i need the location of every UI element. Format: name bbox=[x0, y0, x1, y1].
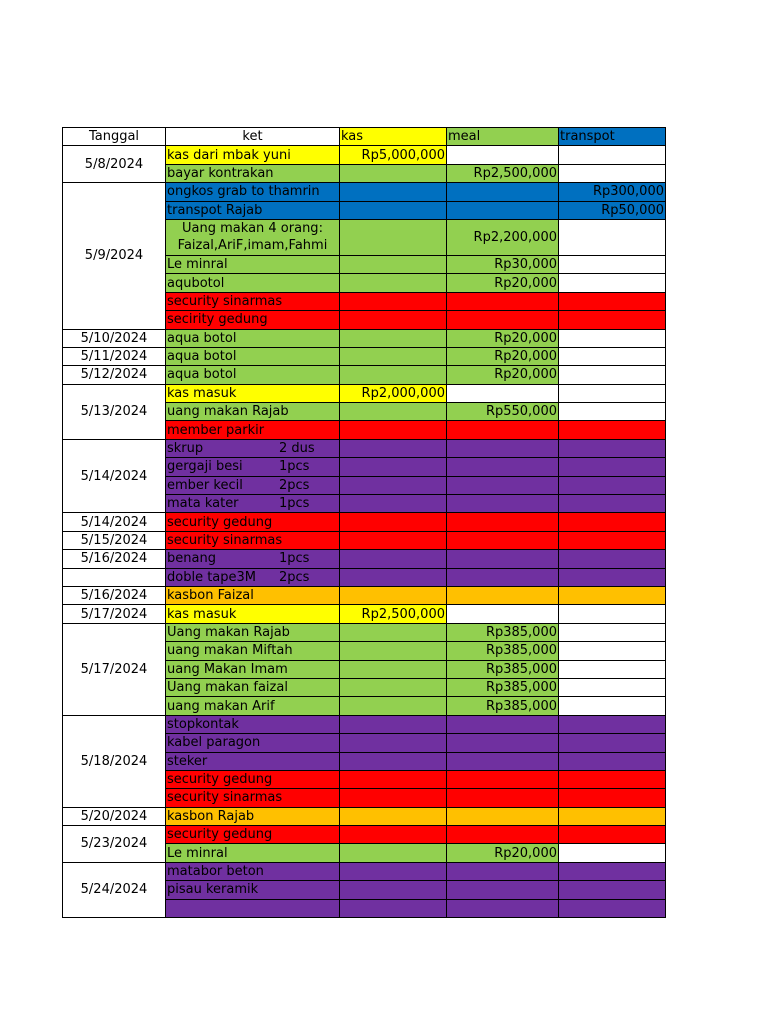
meal-cell[interactable] bbox=[447, 826, 559, 844]
meal-cell[interactable] bbox=[447, 715, 559, 733]
meal-cell[interactable]: Rp385,000 bbox=[447, 642, 559, 660]
ket-cell[interactable]: Le minral bbox=[166, 255, 340, 273]
table-row bbox=[63, 531, 666, 549]
transpot-cell[interactable] bbox=[559, 550, 666, 568]
transpot-cell[interactable] bbox=[559, 642, 666, 660]
ket-cell[interactable]: aqua botol bbox=[166, 347, 340, 365]
ket-cell[interactable]: kas masuk bbox=[166, 384, 340, 402]
meal-cell[interactable]: Rp2,200,000 bbox=[447, 219, 559, 255]
transpot-cell[interactable] bbox=[559, 513, 666, 531]
ket-cell[interactable]: matabor beton bbox=[166, 862, 340, 880]
transpot-cell[interactable] bbox=[559, 789, 666, 807]
ket-cell[interactable]: uang makan Arif bbox=[166, 697, 340, 715]
meal-cell[interactable] bbox=[447, 495, 559, 513]
ket-cell[interactable]: secirity gedung bbox=[166, 311, 340, 329]
table-body bbox=[63, 146, 666, 918]
kas-cell[interactable] bbox=[340, 201, 447, 219]
item-quantity: 2pcs bbox=[279, 477, 310, 493]
date-cell[interactable]: 5/10/2024 bbox=[63, 329, 166, 347]
meal-cell[interactable] bbox=[447, 734, 559, 752]
meal-cell[interactable]: Rp30,000 bbox=[447, 255, 559, 273]
ket-cell[interactable]: ongkos grab to thamrin bbox=[166, 183, 340, 201]
kas-cell[interactable] bbox=[340, 844, 447, 862]
transpot-cell[interactable] bbox=[559, 366, 666, 384]
kas-cell[interactable] bbox=[340, 550, 447, 568]
kas-cell[interactable] bbox=[340, 770, 447, 788]
item-name: gergaji besi bbox=[167, 459, 243, 475]
meal-cell[interactable]: Rp20,000 bbox=[447, 844, 559, 862]
meal-cell[interactable] bbox=[447, 881, 559, 899]
item-quantity: 2pcs bbox=[279, 569, 310, 585]
table-row bbox=[63, 513, 666, 531]
transpot-cell[interactable] bbox=[559, 439, 666, 457]
kas-cell[interactable] bbox=[340, 403, 447, 421]
ket-cell[interactable]: Le minral bbox=[166, 844, 340, 862]
ket-cell[interactable]: stopkontak bbox=[166, 715, 340, 733]
item-quantity: 1pcs bbox=[279, 459, 310, 475]
transpot-cell[interactable] bbox=[559, 826, 666, 844]
transpot-cell[interactable]: Rp50,000 bbox=[559, 201, 666, 219]
meal-cell[interactable]: Rp385,000 bbox=[447, 660, 559, 678]
ket-cell[interactable]: security sinarmas bbox=[166, 292, 340, 310]
ket-cell[interactable]: security sinarmas bbox=[166, 789, 340, 807]
item-quantity: 2 dus bbox=[279, 441, 315, 457]
kas-cell[interactable] bbox=[340, 826, 447, 844]
meal-cell[interactable] bbox=[447, 862, 559, 880]
header-tanggal[interactable]: Tanggal bbox=[63, 128, 166, 146]
ket-cell[interactable]: Uang makan Rajab bbox=[166, 623, 340, 641]
transpot-cell[interactable] bbox=[559, 715, 666, 733]
meal-cell[interactable] bbox=[447, 292, 559, 310]
transpot-cell[interactable] bbox=[559, 495, 666, 513]
meal-cell[interactable] bbox=[447, 439, 559, 457]
kas-cell[interactable] bbox=[340, 421, 447, 439]
kas-cell[interactable]: Rp2,000,000 bbox=[340, 384, 447, 402]
ket-cell[interactable]: transpot Rajab bbox=[166, 201, 340, 219]
kas-cell[interactable] bbox=[340, 329, 447, 347]
header-transpot[interactable]: transpot bbox=[559, 128, 666, 146]
meal-cell[interactable] bbox=[447, 550, 559, 568]
ket-cell[interactable]: Uang makan faizal bbox=[166, 678, 340, 696]
ket-cell[interactable]: security gedung bbox=[166, 770, 340, 788]
transpot-cell[interactable] bbox=[559, 255, 666, 273]
kas-cell[interactable] bbox=[340, 715, 447, 733]
kas-cell[interactable] bbox=[340, 366, 447, 384]
date-cell[interactable]: 5/11/2024 bbox=[63, 347, 166, 365]
kas-cell[interactable] bbox=[340, 752, 447, 770]
item-quantity: 1pcs bbox=[279, 551, 310, 567]
meal-cell[interactable]: Rp2,500,000 bbox=[447, 164, 559, 182]
table-row bbox=[63, 807, 666, 825]
table-row bbox=[63, 146, 666, 164]
transpot-cell[interactable] bbox=[559, 660, 666, 678]
transpot-cell[interactable] bbox=[559, 678, 666, 696]
ket-cell[interactable] bbox=[166, 568, 340, 586]
kas-cell[interactable] bbox=[340, 219, 447, 255]
ket-cell[interactable] bbox=[166, 439, 340, 457]
kas-cell[interactable] bbox=[340, 347, 447, 365]
table-row bbox=[63, 329, 666, 347]
transpot-cell[interactable] bbox=[559, 531, 666, 549]
meal-cell[interactable]: Rp385,000 bbox=[447, 678, 559, 696]
ket-cell[interactable] bbox=[166, 550, 340, 568]
kas-cell[interactable] bbox=[340, 311, 447, 329]
item-name: mata kater bbox=[167, 496, 239, 512]
meal-cell[interactable]: Rp385,000 bbox=[447, 623, 559, 641]
ket-cell[interactable]: aqua botol bbox=[166, 366, 340, 384]
ket-cell[interactable]: bayar kontrakan bbox=[166, 164, 340, 182]
ket-cell[interactable]: member parkir bbox=[166, 421, 340, 439]
transpot-cell[interactable] bbox=[559, 862, 666, 880]
table-row bbox=[63, 384, 666, 402]
transpot-cell[interactable] bbox=[559, 311, 666, 329]
table-row bbox=[63, 439, 666, 457]
item-quantity: 1pcs bbox=[279, 496, 310, 512]
kas-cell[interactable] bbox=[340, 899, 447, 917]
ket-cell[interactable]: security gedung bbox=[166, 826, 340, 844]
date-cell[interactable]: 5/23/2024 bbox=[63, 826, 166, 863]
ket-cell[interactable]: kabel paragon bbox=[166, 734, 340, 752]
meal-cell[interactable]: Rp20,000 bbox=[447, 347, 559, 365]
transpot-cell[interactable] bbox=[559, 347, 666, 365]
kas-cell[interactable] bbox=[340, 678, 447, 696]
meal-cell[interactable]: Rp20,000 bbox=[447, 329, 559, 347]
date-cell[interactable]: 5/16/2024 bbox=[63, 586, 166, 604]
transpot-cell[interactable] bbox=[559, 421, 666, 439]
table-row bbox=[63, 568, 666, 586]
table-row bbox=[63, 623, 666, 641]
ket-cell[interactable] bbox=[166, 899, 340, 917]
transpot-cell[interactable] bbox=[559, 403, 666, 421]
transpot-cell[interactable] bbox=[559, 568, 666, 586]
date-cell[interactable]: 5/24/2024 bbox=[63, 862, 166, 917]
ket-cell[interactable]: security sinarmas bbox=[166, 531, 340, 549]
meal-cell[interactable] bbox=[447, 752, 559, 770]
meal-cell[interactable]: Rp20,000 bbox=[447, 274, 559, 292]
kas-cell[interactable] bbox=[340, 292, 447, 310]
spreadsheet-viewport bbox=[62, 127, 666, 940]
item-name: skrup bbox=[167, 441, 204, 457]
transpot-cell[interactable] bbox=[559, 274, 666, 292]
transpot-cell[interactable] bbox=[559, 697, 666, 715]
kas-cell[interactable] bbox=[340, 734, 447, 752]
meal-cell[interactable] bbox=[447, 770, 559, 788]
transpot-cell[interactable] bbox=[559, 807, 666, 825]
transpot-cell[interactable] bbox=[559, 329, 666, 347]
transpot-cell[interactable] bbox=[559, 844, 666, 862]
ket-cell[interactable]: kas masuk bbox=[166, 605, 340, 623]
kas-cell[interactable] bbox=[340, 568, 447, 586]
date-cell[interactable]: 5/14/2024 bbox=[63, 513, 166, 531]
kas-cell[interactable] bbox=[340, 439, 447, 457]
meal-cell[interactable] bbox=[447, 899, 559, 917]
ket-cell[interactable]: aqua botol bbox=[166, 329, 340, 347]
item-name: benang bbox=[167, 551, 216, 567]
meal-cell[interactable]: Rp550,000 bbox=[447, 403, 559, 421]
kas-cell[interactable]: Rp5,000,000 bbox=[340, 146, 447, 164]
transpot-cell[interactable] bbox=[559, 219, 666, 255]
kas-cell[interactable]: Rp2,500,000 bbox=[340, 605, 447, 623]
kas-cell[interactable] bbox=[340, 789, 447, 807]
transpot-cell[interactable] bbox=[559, 164, 666, 182]
meal-cell[interactable] bbox=[447, 807, 559, 825]
date-cell[interactable] bbox=[63, 568, 166, 586]
ket-cell[interactable] bbox=[166, 495, 340, 513]
transpot-cell[interactable] bbox=[559, 146, 666, 164]
ket-cell[interactable]: steker bbox=[166, 752, 340, 770]
kas-cell[interactable] bbox=[340, 531, 447, 549]
ket-cell[interactable]: uang makan Rajab bbox=[166, 403, 340, 421]
header-kas[interactable]: kas bbox=[340, 128, 447, 146]
table-row bbox=[63, 715, 666, 733]
expense-table bbox=[62, 127, 666, 918]
kas-cell[interactable] bbox=[340, 183, 447, 201]
meal-cell[interactable] bbox=[447, 531, 559, 549]
item-name: ember kecil bbox=[167, 477, 243, 493]
meal-cell[interactable] bbox=[447, 789, 559, 807]
ket-cell[interactable]: security gedung bbox=[166, 513, 340, 531]
kas-cell[interactable] bbox=[340, 164, 447, 182]
date-cell[interactable]: 5/14/2024 bbox=[63, 439, 166, 513]
date-cell[interactable]: 5/20/2024 bbox=[63, 807, 166, 825]
meal-cell[interactable] bbox=[447, 476, 559, 494]
kas-cell[interactable] bbox=[340, 476, 447, 494]
ket-cell[interactable]: pisau keramik bbox=[166, 881, 340, 899]
transpot-cell[interactable] bbox=[559, 384, 666, 402]
transpot-cell[interactable] bbox=[559, 899, 666, 917]
table-row bbox=[63, 826, 666, 844]
date-cell[interactable]: 5/15/2024 bbox=[63, 531, 166, 549]
table-row bbox=[63, 183, 666, 201]
kas-cell[interactable] bbox=[340, 586, 447, 604]
ket-cell[interactable]: kasbon Rajab bbox=[166, 807, 340, 825]
ket-cell[interactable]: aqubotol bbox=[166, 274, 340, 292]
ket-cell[interactable]: kasbon Faizal bbox=[166, 586, 340, 604]
table-row bbox=[63, 605, 666, 623]
transpot-cell[interactable] bbox=[559, 734, 666, 752]
meal-cell[interactable] bbox=[447, 146, 559, 164]
ket-cell[interactable]: uang makan Miftah bbox=[166, 642, 340, 660]
table-row bbox=[63, 862, 666, 880]
header-meal[interactable]: meal bbox=[447, 128, 559, 146]
transpot-cell[interactable] bbox=[559, 752, 666, 770]
ket-cell[interactable]: kas dari mbak yuni bbox=[166, 146, 340, 164]
meal-cell[interactable] bbox=[447, 201, 559, 219]
table-row bbox=[63, 550, 666, 568]
ket-cell[interactable]: Uang makan 4 orang: Faizal,AriF,imam,Fahmi bbox=[166, 219, 340, 255]
table-row bbox=[63, 586, 666, 604]
transpot-cell[interactable] bbox=[559, 605, 666, 623]
kas-cell[interactable] bbox=[340, 881, 447, 899]
transpot-cell[interactable]: Rp300,000 bbox=[559, 183, 666, 201]
kas-cell[interactable] bbox=[340, 862, 447, 880]
ket-cell[interactable] bbox=[166, 476, 340, 494]
kas-cell[interactable] bbox=[340, 623, 447, 641]
kas-cell[interactable] bbox=[340, 642, 447, 660]
transpot-cell[interactable] bbox=[559, 881, 666, 899]
table-row bbox=[63, 347, 666, 365]
kas-cell[interactable] bbox=[340, 274, 447, 292]
date-cell[interactable]: 5/8/2024 bbox=[63, 146, 166, 183]
transpot-cell[interactable] bbox=[559, 586, 666, 604]
header-row bbox=[63, 128, 666, 146]
header-ket[interactable]: ket bbox=[166, 128, 340, 146]
kas-cell[interactable] bbox=[340, 697, 447, 715]
transpot-cell[interactable] bbox=[559, 770, 666, 788]
meal-cell[interactable] bbox=[447, 183, 559, 201]
ket-cell[interactable] bbox=[166, 458, 340, 476]
meal-cell[interactable] bbox=[447, 513, 559, 531]
ket-cell[interactable]: uang Makan Imam bbox=[166, 660, 340, 678]
kas-cell[interactable] bbox=[340, 458, 447, 476]
meal-cell[interactable] bbox=[447, 586, 559, 604]
kas-cell[interactable] bbox=[340, 495, 447, 513]
transpot-cell[interactable] bbox=[559, 292, 666, 310]
transpot-cell[interactable] bbox=[559, 476, 666, 494]
meal-cell[interactable] bbox=[447, 311, 559, 329]
meal-cell[interactable]: Rp385,000 bbox=[447, 697, 559, 715]
meal-cell[interactable] bbox=[447, 605, 559, 623]
meal-cell[interactable] bbox=[447, 384, 559, 402]
date-cell[interactable]: 5/17/2024 bbox=[63, 605, 166, 623]
meal-cell[interactable] bbox=[447, 421, 559, 439]
date-cell[interactable]: 5/17/2024 bbox=[63, 623, 166, 715]
item-name: doble tape3M bbox=[167, 569, 257, 585]
date-cell[interactable]: 5/9/2024 bbox=[63, 183, 166, 329]
date-cell[interactable]: 5/16/2024 bbox=[63, 550, 166, 568]
date-cell[interactable]: 5/12/2024 bbox=[63, 366, 166, 384]
transpot-cell[interactable] bbox=[559, 623, 666, 641]
date-cell[interactable]: 5/18/2024 bbox=[63, 715, 166, 807]
table-row bbox=[63, 366, 666, 384]
meal-cell[interactable] bbox=[447, 458, 559, 476]
kas-cell[interactable] bbox=[340, 255, 447, 273]
transpot-cell[interactable] bbox=[559, 458, 666, 476]
meal-cell[interactable] bbox=[447, 568, 559, 586]
date-cell[interactable]: 5/13/2024 bbox=[63, 384, 166, 439]
meal-cell[interactable]: Rp20,000 bbox=[447, 366, 559, 384]
kas-cell[interactable] bbox=[340, 513, 447, 531]
kas-cell[interactable] bbox=[340, 807, 447, 825]
kas-cell[interactable] bbox=[340, 660, 447, 678]
